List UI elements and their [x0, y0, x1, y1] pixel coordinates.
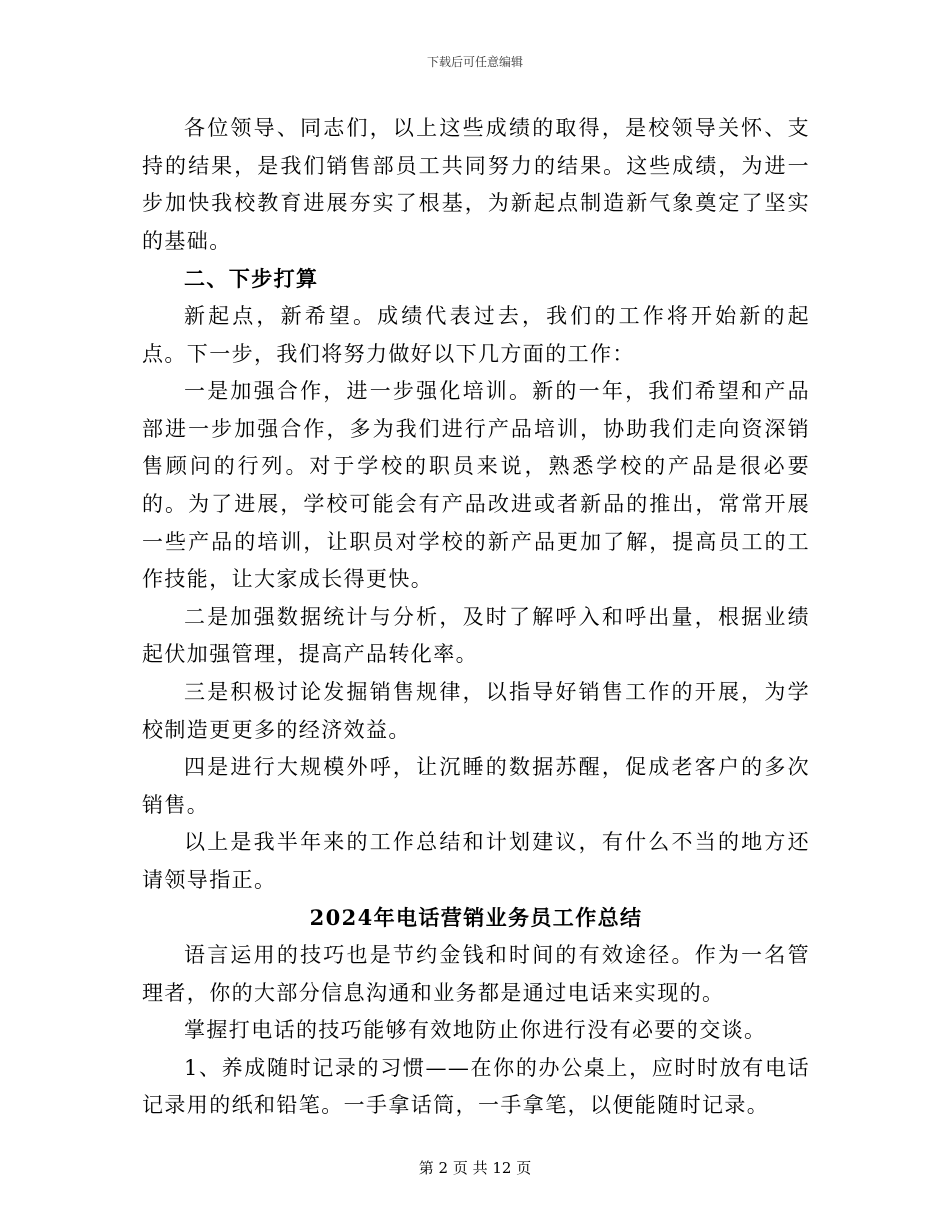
paragraph-new-start: 新起点，新希望。成绩代表过去，我们的工作将开始新的起点。下一步，我们将努力做好以下几方面的工作：	[142, 303, 810, 366]
paragraph-plan-data-analysis: 二是加强数据统计与分析，及时了解呼入和呼出量，根据业绩起伏加强管理，提高产品转化率。	[142, 604, 810, 667]
paragraph-phone-skills: 掌握打电话的技巧能够有效地防止你进行没有必要的交谈。	[184, 1018, 767, 1043]
header-note: 下载后可任意编辑	[426, 55, 523, 69]
paragraph-closing: 以上是我半年来的工作总结和计划建议，有什么不当的地方还请领导指正。	[142, 830, 810, 892]
paragraph-achievements-thanks: 各位领导、同志们，以上这些成绩的取得，是校领导关怀、支持的结果，是我们销售部员工共同努力的结果。这些成绩，为进一步加快我校教育进展夯实了根基，为新起点制造新气象奠定了坚实的基础。	[142, 116, 810, 253]
paragraph-plan-outbound-calls: 四是进行大规模外呼，让沉睡的数据苏醒，促成老客户的多次销售。	[142, 755, 810, 817]
paragraph-habit-recording: 1、养成随时记录的习惯——在你的办公桌上，应时时放有电话记录用的纸和铅笔。一手拿话筒，一手拿笔，以便能随时记录。	[142, 1055, 810, 1118]
paragraph-plan-cooperation-training: 一是加强合作，进一步强化培训。新的一年，我们希望和产品部进一步加强合作，多为我们进行产品培训，协助我们走向资深销售顾问的行列。对于学校的职员来说，熟悉学校的产品是很必要的。为了进展，学校可能会有产品改进或者新品的推出，常常开展一些产品的培训，让职员对学校的新产品更加了解，提高员工的工作技能，让大家成长得更快。	[142, 379, 810, 592]
paragraph-language-skills: 语言运用的技巧也是节约金钱和时间的有效途径。作为一名管理者，你的大部分信息沟通和业务都是通过电话来实现的。	[142, 943, 810, 1005]
page-number: 第 2 页 共 12 页	[418, 1159, 532, 1177]
section-title-phone-sales-summary: 2024年电话营销业务员工作总结	[309, 905, 643, 931]
section-heading-next-steps: 二、下步打算	[184, 266, 319, 292]
document-body	[142, 110, 810, 1125]
paragraph-plan-sales-patterns: 三是积极讨论发掘销售规律，以指导好销售工作的开展，为学校制造更更多的经济效益。	[142, 679, 810, 742]
